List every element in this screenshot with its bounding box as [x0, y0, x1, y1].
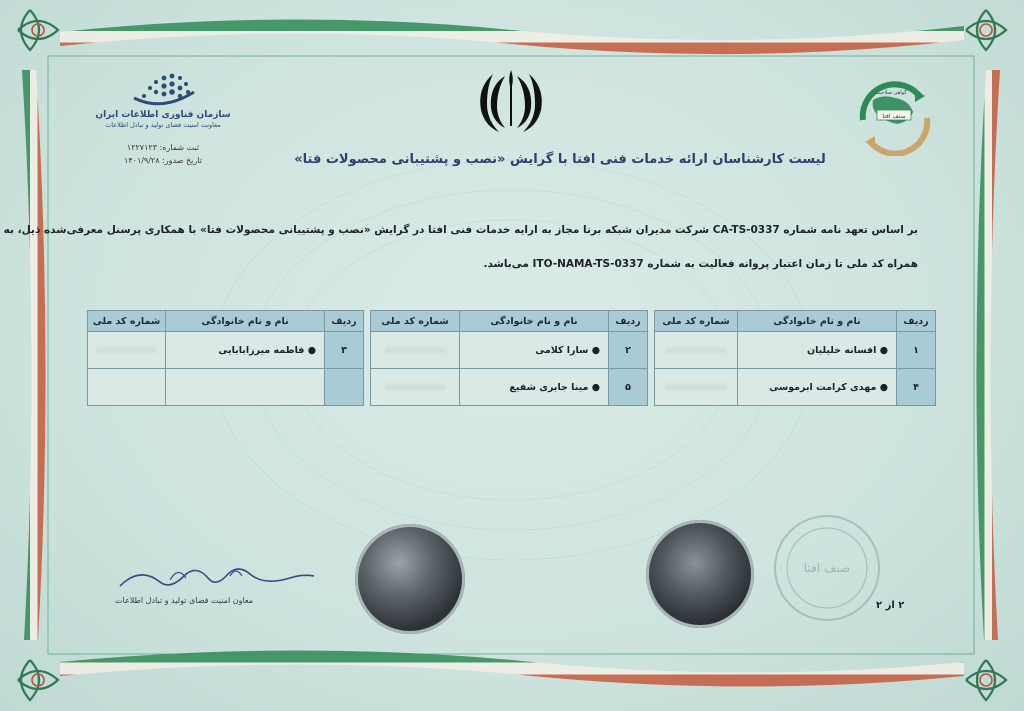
header-national-id: شماره کد ملی: [655, 311, 738, 332]
row-number: ۳: [325, 332, 364, 369]
staff-table-2: [370, 310, 648, 406]
official-stamp: [762, 508, 892, 628]
table-row: [88, 369, 364, 406]
signature-caption: معاون امنیت فضای تولید و تبادل اطلاعات: [115, 596, 254, 605]
row-number: ۱: [897, 332, 936, 369]
national-id-redacted: ۰۰۰۰۰۰۰۰۰۰: [371, 332, 460, 369]
row-number: ۵: [609, 369, 648, 406]
page-number: ۲ از ۲: [876, 600, 905, 611]
staff-name: ● مینا جابری شفیع: [460, 369, 609, 406]
header-row-no: ردیف: [325, 311, 364, 332]
row-number: ۴: [897, 369, 936, 406]
table-row: [655, 332, 936, 369]
body-line-1: بر اساس تعهد نامه شماره CA-TS-0337 شرکت مدیران شبکه برنا مجاز به ارایه خدمات فنی افتا در گرایش «نصب و پشتیبانی محصولات فتا» با همکاری پرسنل معرفی‌شده ذیل، به: [3, 224, 918, 236]
issue-date: تاریخ صدور: ۱۴۰۱/۹/۲۸: [124, 156, 202, 165]
staff-name: ● فاطمه میرزابابایی: [166, 332, 325, 369]
header-name: نام و نام خانوادگی: [738, 311, 897, 332]
national-id-redacted: ۰۰۰۰۰۰۰۰۰۰: [655, 369, 738, 406]
national-id-redacted: ۰۰۰۰۰۰۰۰۰۰: [371, 369, 460, 406]
stamp-text: صنف افتا: [803, 561, 851, 575]
row-number: ۲: [609, 332, 648, 369]
header-row-no: ردیف: [609, 311, 648, 332]
hologram-seal-left: [355, 524, 465, 634]
table-row: [655, 369, 936, 406]
staff-table-3: [87, 310, 364, 406]
national-id-redacted: [88, 369, 166, 406]
page-title: لیست کارشناسان ارائه خدمات فنی افتا با گرایش «نصب و پشتیبانی محصولات فتا»: [294, 152, 826, 167]
staff-table-1: [654, 310, 936, 406]
afta-logo-label: گواهی صلاحیت: [875, 90, 907, 96]
table-row: [371, 369, 648, 406]
staff-name: ● مهدی کرامت ابرموسی: [738, 369, 897, 406]
staff-name: [166, 369, 325, 406]
header-row-no: ردیف: [897, 311, 936, 332]
body-line-2: همراه کد ملی تا زمان اعتبار پروانه فعالیت به شماره ITO-NAMA-TS-0337 می‌باشد.: [483, 258, 918, 270]
header-name: نام و نام خانوادگی: [460, 311, 609, 332]
national-id-redacted: ۰۰۰۰۰۰۰۰۰۰: [655, 332, 738, 369]
org-subtitle: معاونت امنیت فضای تولید و تبادل اطلاعات: [105, 121, 221, 129]
afta-logo-text: صنف افتا: [882, 113, 906, 120]
signature: [110, 556, 320, 596]
table-row: [371, 332, 648, 369]
staff-name: ● افسانه خلیلیان: [738, 332, 897, 369]
header-national-id: شماره کد ملی: [88, 311, 166, 332]
ito-logo: [88, 62, 238, 165]
header-national-id: شماره کد ملی: [371, 311, 460, 332]
org-name: سازمان فناوری اطلاعات ایران: [95, 110, 231, 120]
reg-number: ثبت شماره: ۱۲۲۷۱۲۳: [126, 143, 200, 152]
table-row: [88, 332, 364, 369]
staff-name: ● سارا کلامی: [460, 332, 609, 369]
national-emblem-icon: [475, 66, 547, 134]
national-id-redacted: ۰۰۰۰۰۰۰۰۰۰: [88, 332, 166, 369]
hologram-seal-right: [646, 520, 754, 628]
header-name: نام و نام خانوادگی: [166, 311, 325, 332]
ito-emblem-icon: [126, 62, 200, 108]
row-number: [325, 369, 364, 406]
afta-logo: [855, 80, 935, 156]
